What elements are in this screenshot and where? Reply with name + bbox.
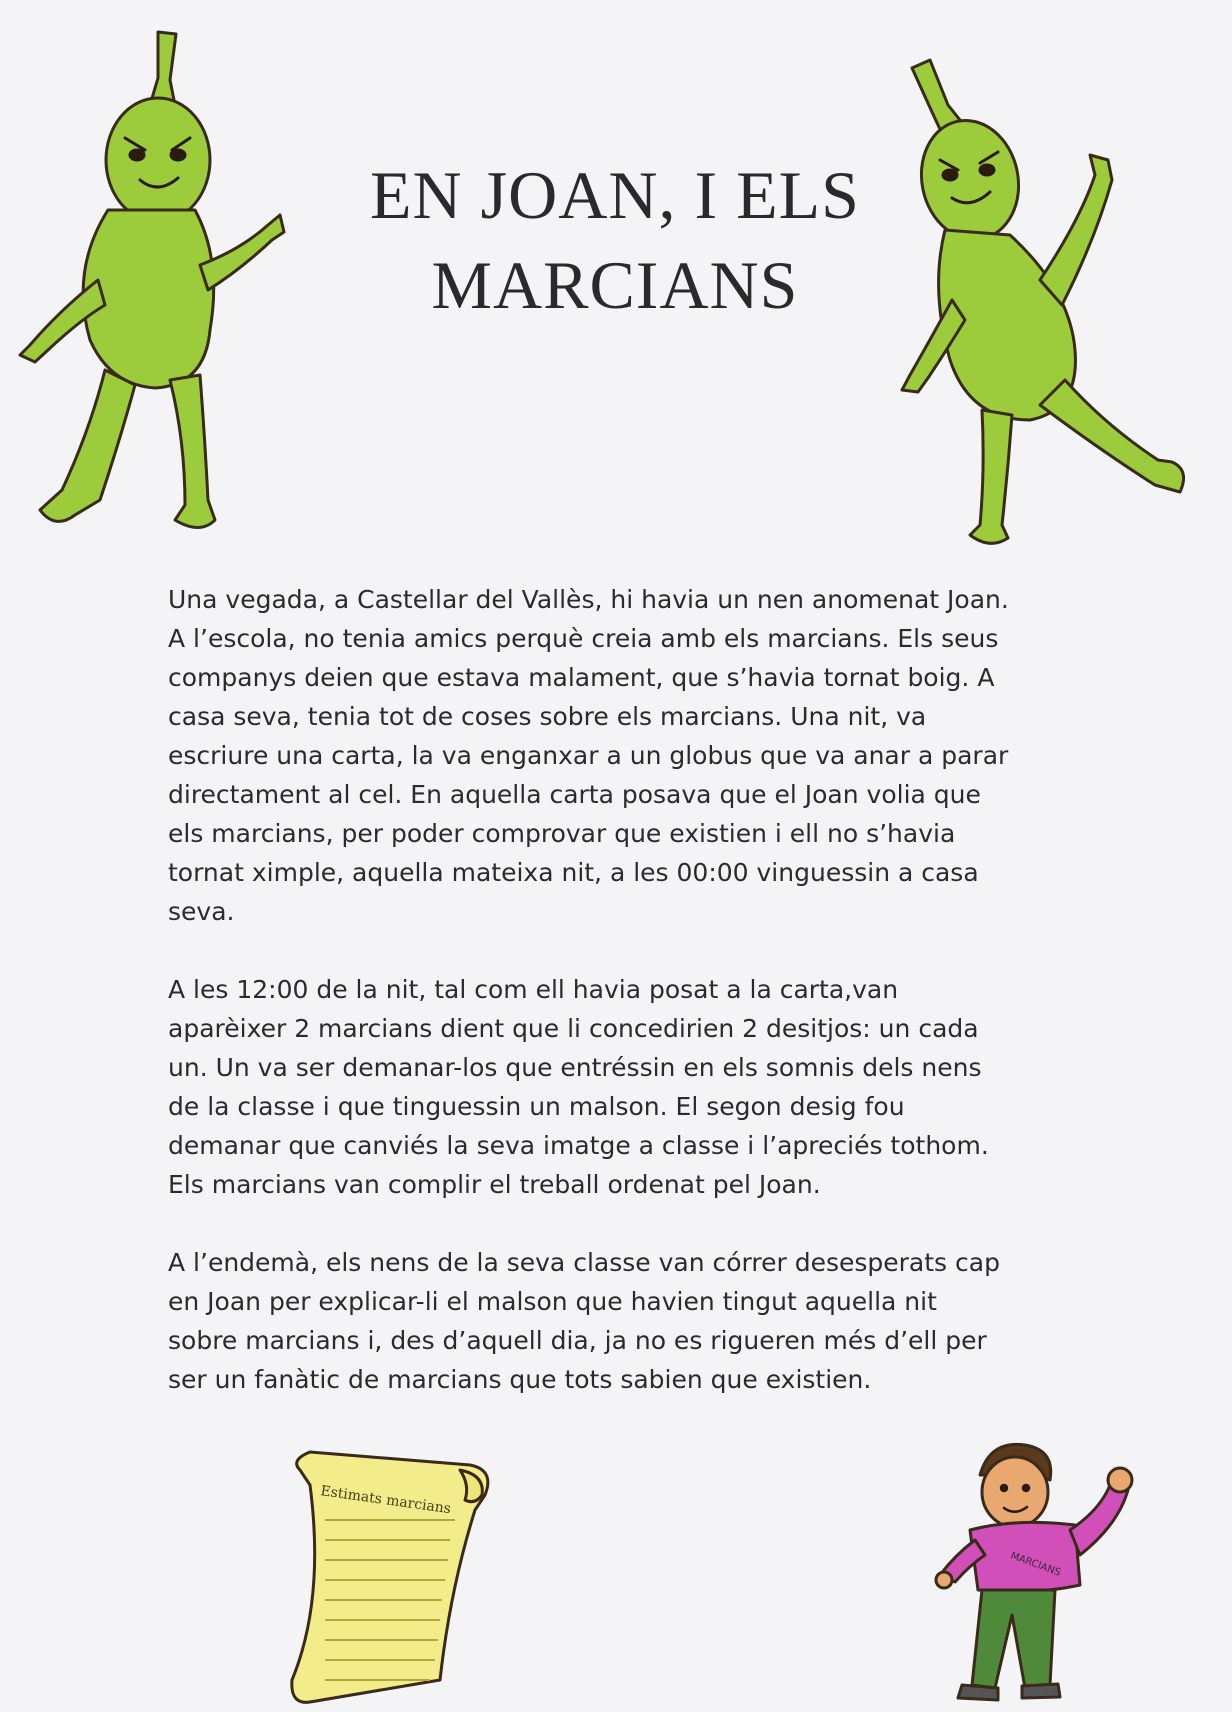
story-paragraph-1: Una vegada, a Castellar del Vallès, hi havia un nen anomenat Joan. A l’escola, no tenia amics perquè creia amb els marcians. Els seus companys deien que estava malament, que s’havia tornat boig. A casa seva, tenia tot de coses sobre els marcians. Una nit, va escriure una carta, la va enganxar a un globus que va anar a parar directament al cel. En aquella carta posava que el Joan volia que els marcians, per poder comprovar que existien i ell no s’havia tornat ximple, aquella mateixa nit, a les 00:00 vinguessin a casa seva. [168,585,1009,926]
left-alien-drawing [0,10,310,550]
story-paragraph-2: A les 12:00 de la nit, tal com ell havia posat a la carta,van aparèixer 2 marcians dient que li concedirien 2 desitjos: un cada un. Un va ser demanar-los que entréssin en els somnis dels nens de la classe i que tinguessin un malson. El segon desig fou demanar que canviés la seva imatge a classe i l’apreciés tothom. Els marcians van complir el treball ordenat pel Joan. [168,975,989,1199]
scroll-letter-text: Estimats marcians [319,1483,452,1518]
story-paragraph-3: A l’endemà, els nens de la seva classe van córrer desesperats cap en Joan per explicar-li el malson que havien tingut aquella nit sobre marcians i, des d’aquell dia, ja no es rigueren més d’ell per ser un fanàtic de marcians que tots sabien que existien. [168,1248,1000,1394]
shirt-marcians-text: MARCIANS [1008,1550,1063,1579]
story-body [168,580,1068,1438]
letter-scroll-drawing [270,1440,500,1712]
page-title [300,150,930,330]
joan-boy-drawing [900,1430,1220,1712]
title-line-2: MARCIANS [431,247,799,323]
title-line-1: EN JOAN, I ELS [370,157,860,233]
right-alien-drawing [890,30,1230,550]
